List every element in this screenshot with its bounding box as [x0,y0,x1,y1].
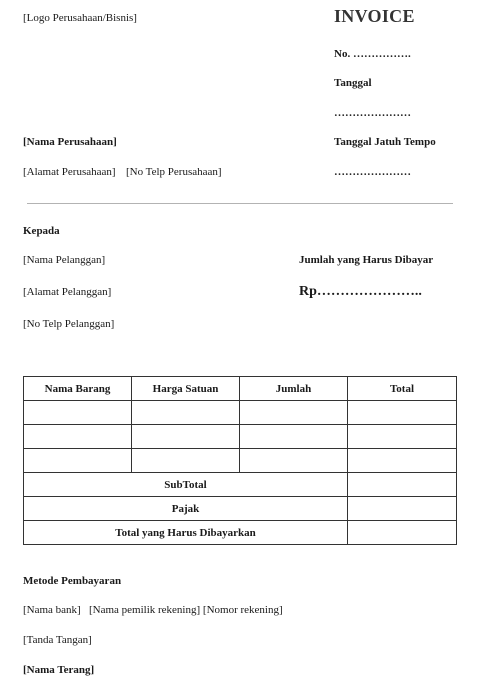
subtotal-label: SubTotal [24,473,348,497]
company-address: [Alamat Perusahaan] [23,166,116,178]
amount-due-value: Rp………………….. [299,284,422,299]
tax-value-cell [348,497,457,521]
payment-details: [Nama bank] [Nama pemilik rekening] [Nomor rekening] [23,604,283,616]
customer-address: [Alamat Pelanggan] [23,286,112,298]
table-cell [132,449,240,473]
invoice-date-value: ………………… [334,107,411,119]
table-header-row [24,377,457,401]
bill-to-label: Kepada [23,225,60,237]
table-cell [240,401,348,425]
column-header-quantity: Jumlah [240,377,348,401]
table-cell [24,449,132,473]
invoice-title: INVOICE [334,6,415,26]
payment-method-label: Metode Pembayaran [23,575,122,587]
due-date-label: Tanggal Jatuh Tempo [334,136,436,148]
company-name: [Nama Perusahaan] [23,136,117,148]
table-row [24,425,457,449]
printed-name: [Nama Terang] [23,664,95,676]
grand-total-label: Total yang Harus Dibayarkan [24,521,348,545]
company-logo-placeholder: [Logo Perusahaan/Bisnis] [23,12,137,24]
items-table [23,376,457,545]
invoice-number: No. ……………. [334,48,411,60]
table-cell [240,449,348,473]
due-date-value: ………………… [334,166,411,178]
table-cell [240,425,348,449]
tax-row [24,497,457,521]
table-cell [132,425,240,449]
tax-label: Pajak [24,497,348,521]
table-row [24,449,457,473]
table-cell [132,401,240,425]
invoice-date-label: Tanggal [334,77,372,89]
column-header-item-name: Nama Barang [24,377,132,401]
subtotal-value-cell [348,473,457,497]
signature-placeholder: [Tanda Tangan] [23,634,92,646]
grand-total-value-cell [348,521,457,545]
customer-phone: [No Telp Pelanggan] [23,318,115,330]
column-header-unit-price: Harga Satuan [132,377,240,401]
amount-due-label: Jumlah yang Harus Dibayar [299,254,434,266]
table-cell [24,401,132,425]
header-divider [27,203,453,204]
customer-name: [Nama Pelanggan] [23,254,106,266]
column-header-total: Total [348,377,457,401]
table-cell [348,401,457,425]
company-phone: [No Telp Perusahaan] [126,166,222,178]
grand-total-row [24,521,457,545]
table-row [24,401,457,425]
table-cell [348,425,457,449]
table-cell [24,425,132,449]
subtotal-row [24,473,457,497]
table-cell [348,449,457,473]
